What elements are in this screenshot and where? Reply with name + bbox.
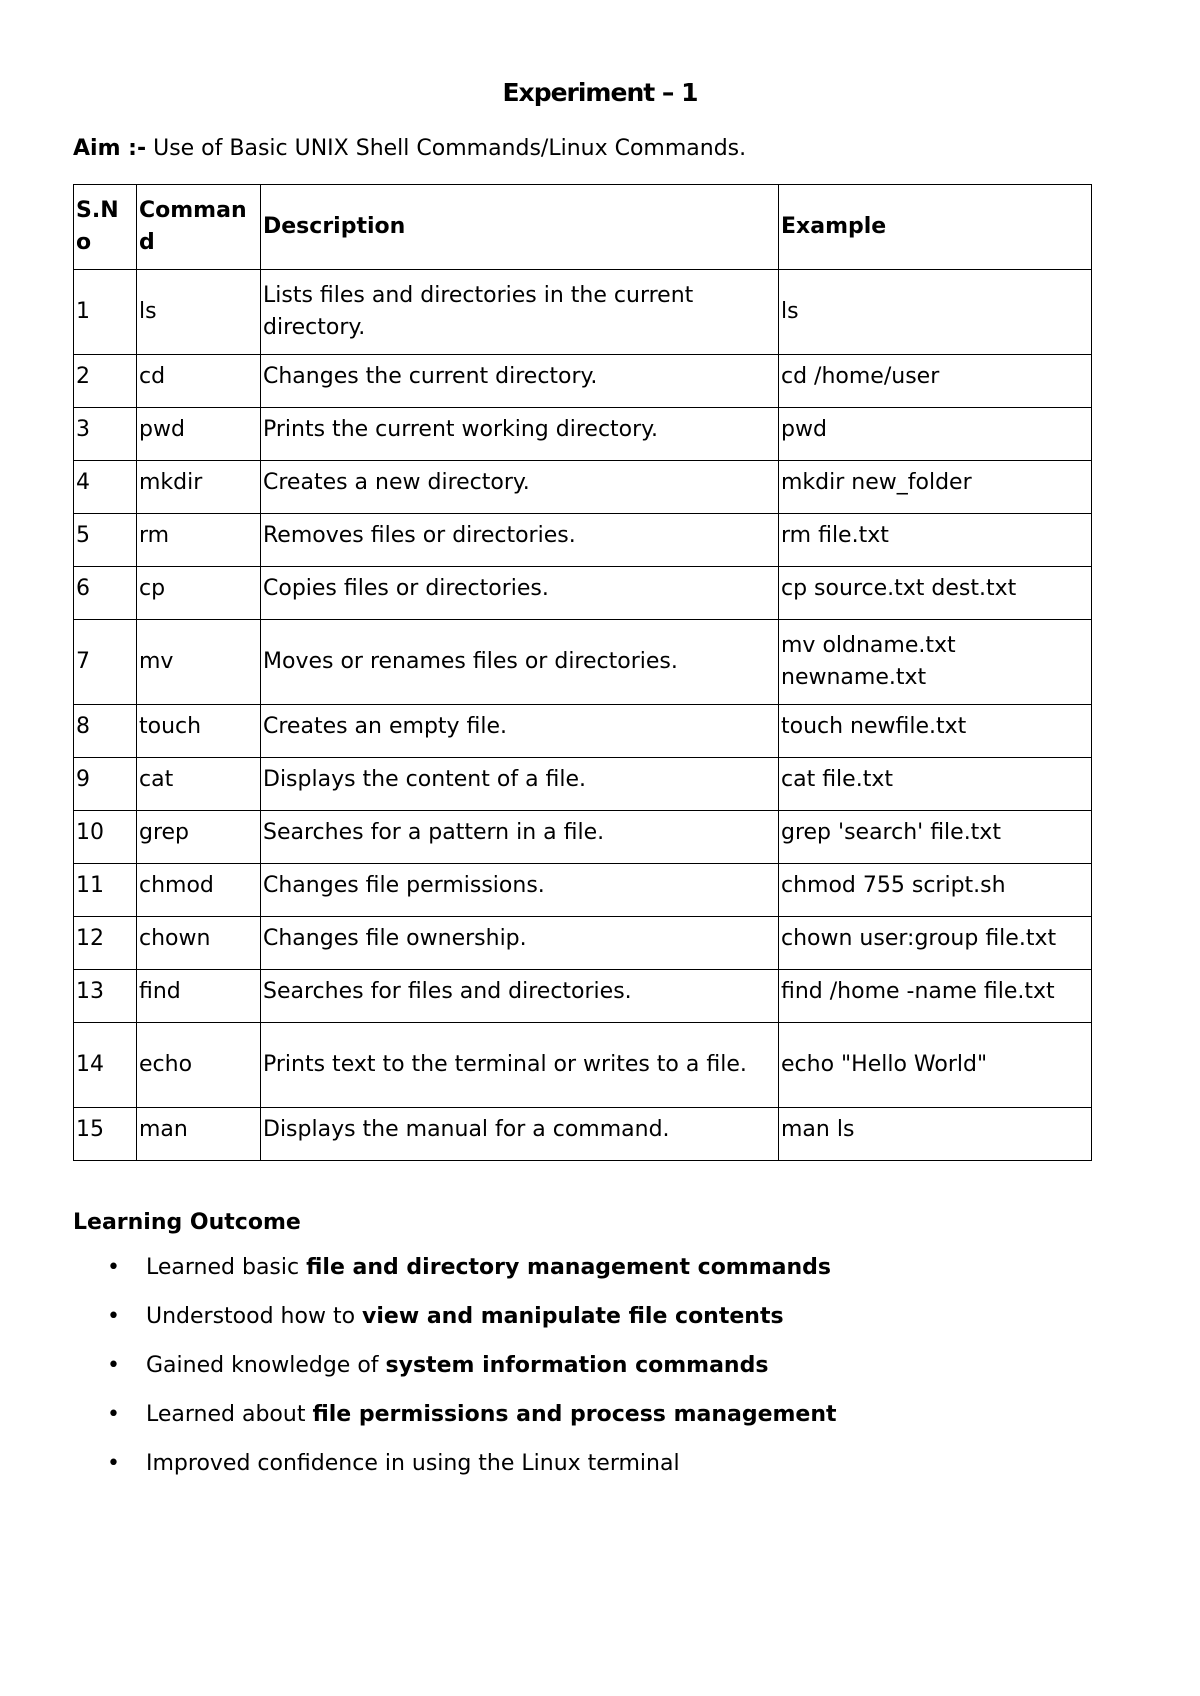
cell-description: Creates a new directory. (261, 461, 779, 514)
cell-sno: 1 (74, 270, 137, 355)
aim-line (73, 136, 746, 161)
bullet-icon: • (107, 1304, 120, 1329)
bullet-icon: • (107, 1402, 120, 1427)
cell-description: Changes the current directory. (261, 355, 779, 408)
outcome-bold: system information commands (385, 1353, 769, 1378)
cell-example: ls (779, 270, 1092, 355)
cell-example: chmod 755 script.sh (779, 864, 1092, 917)
cell-sno: 13 (74, 970, 137, 1023)
aim-label: Aim :- (73, 136, 147, 161)
cell-sno: 2 (74, 355, 137, 408)
header-example: Example (779, 185, 1092, 270)
cell-command: find (137, 970, 261, 1023)
cell-sno: 11 (74, 864, 137, 917)
cell-description: Displays the content of a file. (261, 758, 779, 811)
cell-sno: 9 (74, 758, 137, 811)
cell-description: Removes files or directories. (261, 514, 779, 567)
list-item (73, 1399, 837, 1448)
cell-example: cd /home/user (779, 355, 1092, 408)
table-row (74, 705, 1092, 758)
cell-command: mv (137, 620, 261, 705)
table-row (74, 514, 1092, 567)
cell-command: grep (137, 811, 261, 864)
aim-text: Use of Basic UNIX Shell Commands/Linux Commands. (146, 136, 747, 161)
table-row (74, 811, 1092, 864)
table-row (74, 567, 1092, 620)
table-row (74, 864, 1092, 917)
cell-command: mkdir (137, 461, 261, 514)
cell-command: rm (137, 514, 261, 567)
cell-sno: 6 (74, 567, 137, 620)
cell-command: cat (137, 758, 261, 811)
outcome-prefix: Learned basic (146, 1255, 307, 1280)
table-row (74, 970, 1092, 1023)
cell-example: cp source.txt dest.txt (779, 567, 1092, 620)
cell-command: cp (137, 567, 261, 620)
bullet-icon: • (107, 1255, 120, 1280)
learning-outcome-list (73, 1252, 837, 1497)
table-row (74, 1108, 1092, 1161)
outcome-bold: file permissions and process management (312, 1402, 837, 1427)
table-row (74, 758, 1092, 811)
table-row (74, 1023, 1092, 1108)
outcome-prefix: Gained knowledge of (146, 1353, 386, 1378)
cell-description: Prints text to the terminal or writes to a file. (261, 1023, 779, 1108)
cell-description: Creates an empty file. (261, 705, 779, 758)
cell-example: cat file.txt (779, 758, 1092, 811)
learning-outcome-heading: Learning Outcome (73, 1210, 301, 1235)
table-header-row (74, 185, 1092, 270)
cell-example: rm file.txt (779, 514, 1092, 567)
cell-example: man ls (779, 1108, 1092, 1161)
cell-sno: 4 (74, 461, 137, 514)
outcome-bold: view and manipulate file contents (362, 1304, 784, 1329)
header-sno: S.N o (74, 185, 137, 270)
cell-description: Lists files and directories in the current directory. (261, 270, 779, 355)
cell-command: echo (137, 1023, 261, 1108)
cell-sno: 5 (74, 514, 137, 567)
table-row (74, 620, 1092, 705)
cell-sno: 14 (74, 1023, 137, 1108)
cell-command: ls (137, 270, 261, 355)
cell-command: cd (137, 355, 261, 408)
cell-sno: 10 (74, 811, 137, 864)
table-body (74, 270, 1092, 1161)
cell-command: chown (137, 917, 261, 970)
cell-description: Changes file permissions. (261, 864, 779, 917)
cell-description: Displays the manual for a command. (261, 1108, 779, 1161)
cell-description: Moves or renames files or directories. (261, 620, 779, 705)
table-row (74, 408, 1092, 461)
table-row (74, 461, 1092, 514)
bullet-icon: • (107, 1451, 120, 1476)
cell-command: touch (137, 705, 261, 758)
cell-example: echo "Hello World" (779, 1023, 1092, 1108)
outcome-prefix: Improved confidence in using the Linux terminal (146, 1451, 680, 1476)
table-row (74, 270, 1092, 355)
header-command: Comman d (137, 185, 261, 270)
cell-sno: 15 (74, 1108, 137, 1161)
outcome-bold: file and directory management commands (306, 1255, 831, 1280)
cell-example: mkdir new_folder (779, 461, 1092, 514)
cell-sno: 12 (74, 917, 137, 970)
cell-sno: 3 (74, 408, 137, 461)
cell-command: chmod (137, 864, 261, 917)
list-item (73, 1448, 837, 1497)
cell-description: Searches for files and directories. (261, 970, 779, 1023)
cell-command: pwd (137, 408, 261, 461)
cell-example: grep 'search' file.txt (779, 811, 1092, 864)
outcome-prefix: Understood how to (146, 1304, 363, 1329)
cell-description: Copies files or directories. (261, 567, 779, 620)
header-description: Description (261, 185, 779, 270)
cell-command: man (137, 1108, 261, 1161)
commands-table (73, 184, 1092, 1161)
cell-sno: 8 (74, 705, 137, 758)
list-item (73, 1301, 837, 1350)
bullet-icon: • (107, 1353, 120, 1378)
outcome-prefix: Learned about (146, 1402, 313, 1427)
table-row (74, 917, 1092, 970)
cell-description: Changes file ownership. (261, 917, 779, 970)
cell-example: find /home -name file.txt (779, 970, 1092, 1023)
page-title: Experiment – 1 (502, 78, 698, 107)
cell-example: pwd (779, 408, 1092, 461)
cell-example: mv oldname.txt newname.txt (779, 620, 1092, 705)
cell-sno: 7 (74, 620, 137, 705)
cell-example: chown user:group file.txt (779, 917, 1092, 970)
list-item (73, 1252, 837, 1301)
cell-description: Searches for a pattern in a file. (261, 811, 779, 864)
list-item (73, 1350, 837, 1399)
cell-example: touch newfile.txt (779, 705, 1092, 758)
cell-description: Prints the current working directory. (261, 408, 779, 461)
table-row (74, 355, 1092, 408)
